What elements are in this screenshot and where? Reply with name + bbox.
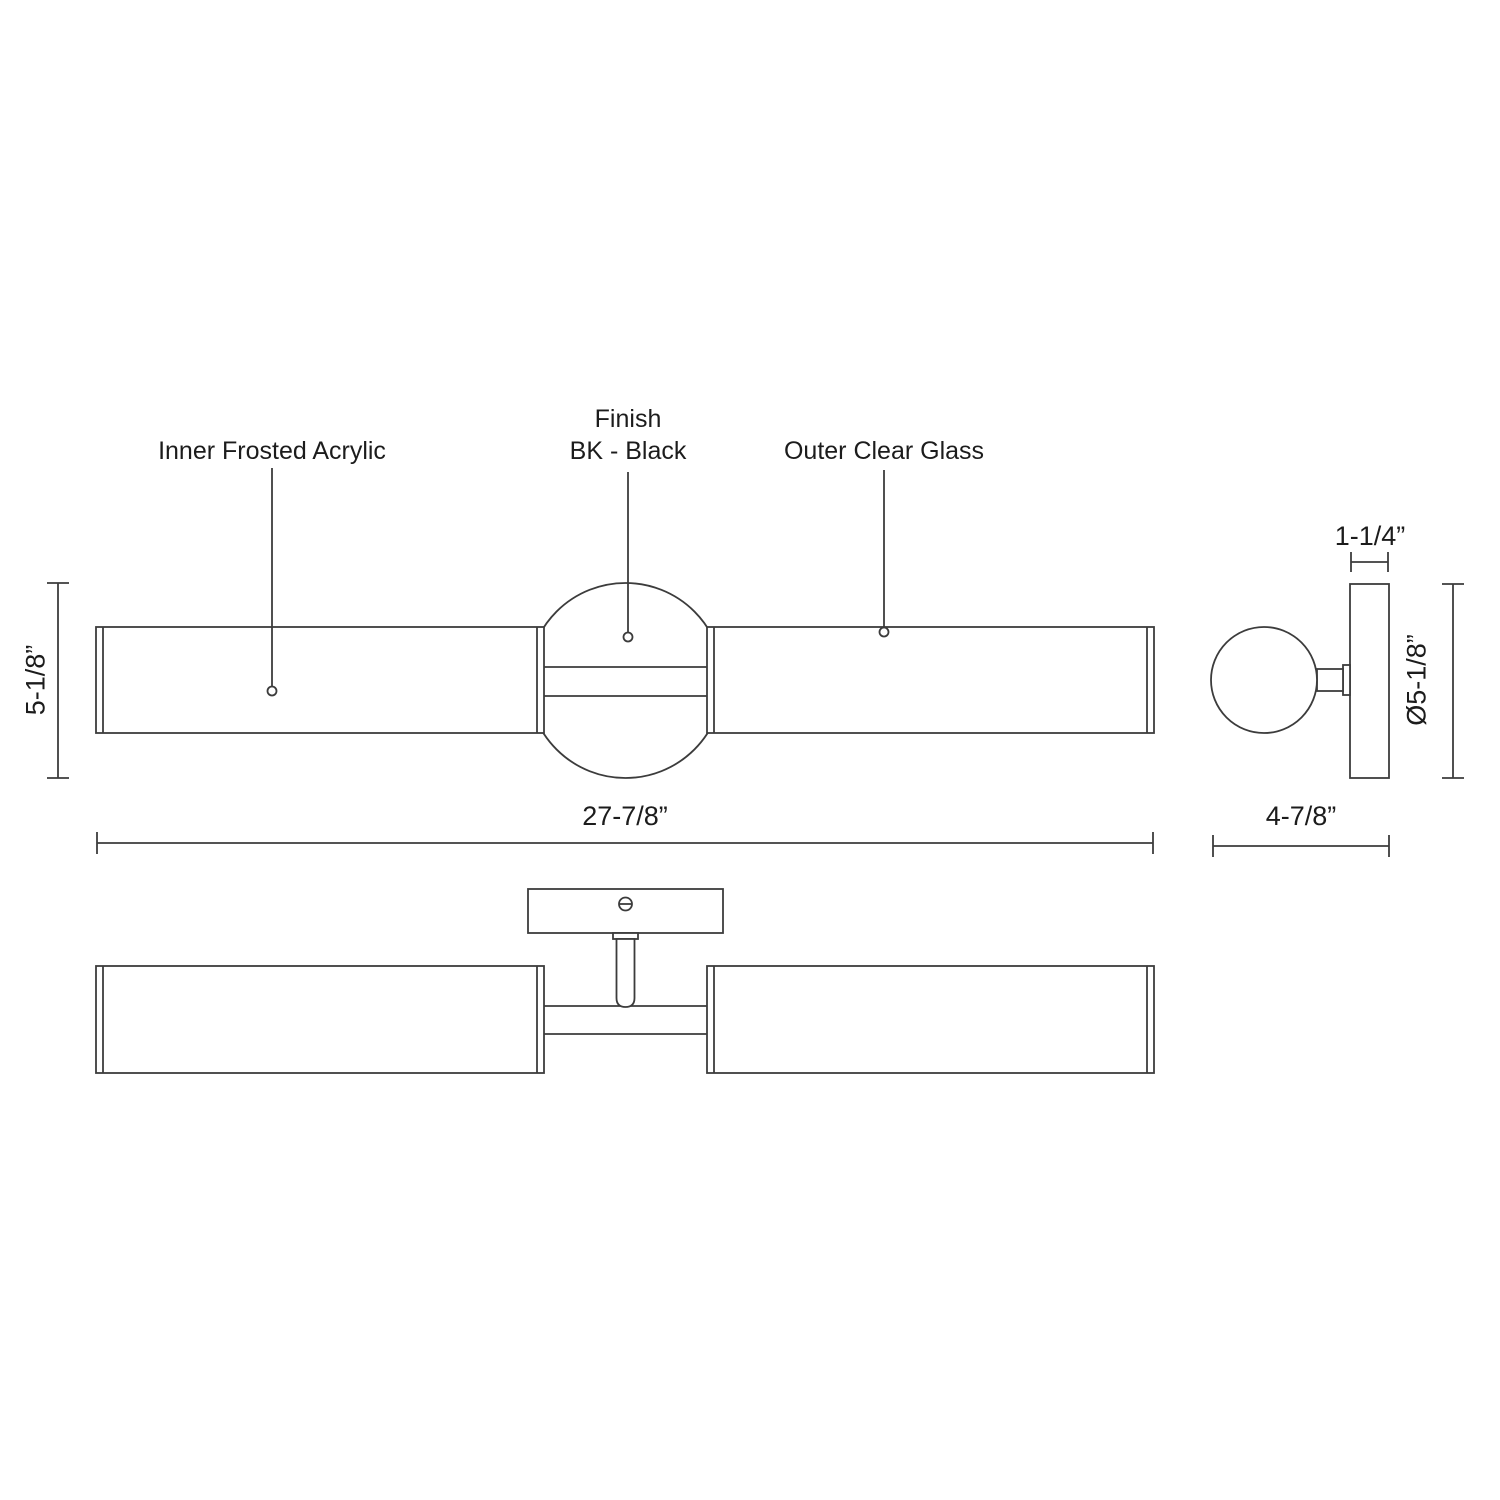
- tube-end-circle: [1211, 627, 1317, 733]
- stem-side: [1317, 669, 1343, 691]
- dim-depth-label: 4-7/8”: [1265, 801, 1337, 831]
- side-view: [1211, 584, 1389, 778]
- screw-head-icon: [619, 898, 633, 911]
- stem-collar-side: [1343, 665, 1350, 695]
- dim-depth-line: [1213, 835, 1389, 857]
- dim-length-line: [97, 832, 1153, 854]
- dim-plate-thickness-label: 1-1/4”: [1334, 521, 1406, 551]
- leader-dot-inner: [268, 687, 277, 696]
- callout-finish-value: BK - Black: [569, 437, 687, 465]
- left-tube-front: [96, 627, 544, 733]
- canopy-circle: [528, 583, 723, 778]
- callout-finish-title: Finish: [594, 405, 662, 433]
- dim-height-label: 5-1/8”: [20, 644, 51, 716]
- right-tube-plan: [707, 966, 1154, 1073]
- backplate-side: [1350, 584, 1389, 778]
- right-tube-front: [707, 627, 1154, 733]
- dim-length-label: 27-7/8”: [582, 801, 668, 831]
- leader-dot-finish: [624, 633, 633, 642]
- callout-inner-frosted-acrylic: Inner Frosted Acrylic: [158, 437, 386, 465]
- dim-diameter-line: [1442, 584, 1464, 778]
- front-view: [96, 583, 1154, 778]
- dim-plate-thickness-line: [1351, 552, 1388, 572]
- stem-plan: [617, 939, 635, 1007]
- dim-diameter-label: Ø5-1/8”: [1401, 634, 1432, 726]
- plan-view: [96, 889, 1154, 1073]
- leader-dot-outer: [880, 628, 889, 637]
- callout-outer-clear-glass: Outer Clear Glass: [783, 437, 985, 465]
- left-tube-plan: [96, 966, 544, 1073]
